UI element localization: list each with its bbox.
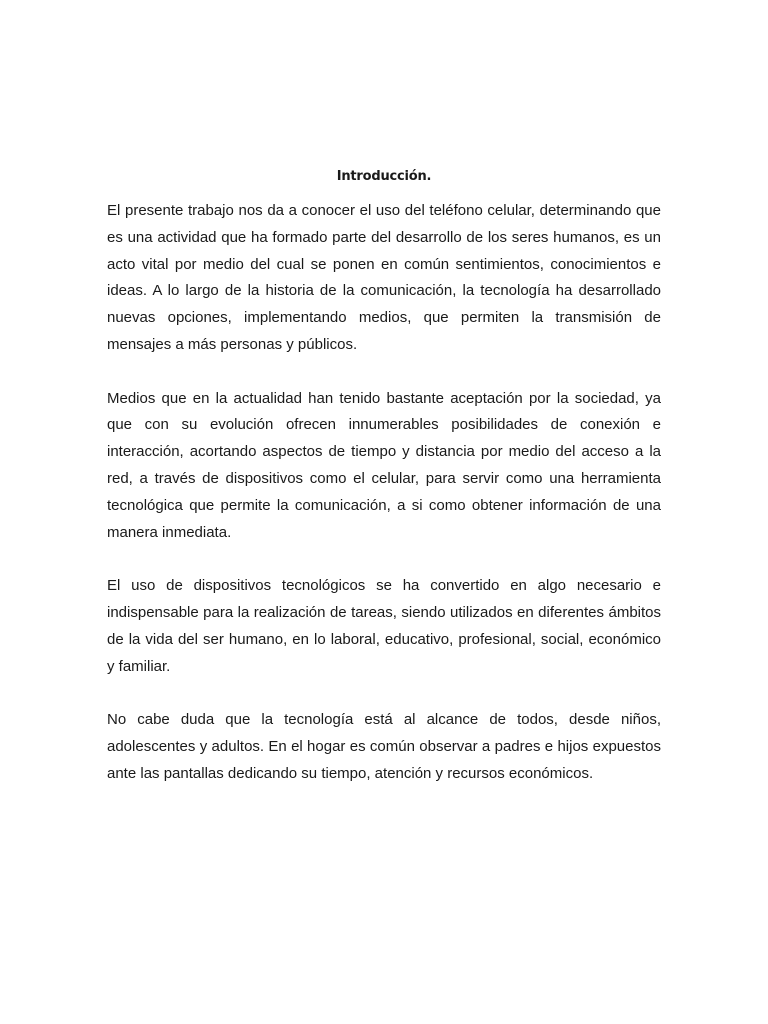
paragraph-4: No cabe duda que la tecnología está al alcance de todos, desde niños, adolescentes y adultos. En el hogar es común observar a padres e hijos expuestos ante las pantallas dedicando su tiempo, atención y recursos económicos. <box>107 711 661 782</box>
document-body <box>107 166 661 788</box>
paragraph-1: El presente trabajo nos da a conocer el uso del teléfono celular, determinando que es una actividad que ha formado parte del desarrollo de los seres humanos, es un acto vital por medio del cual se ponen en común sentimientos, conocimientos e ideas. A lo largo de la historia de la comunicación, la tecnología ha desarrollado nuevas opciones, implementando medios, que permiten la transmisión de mensajes a más personas y públicos. <box>107 202 661 353</box>
paragraph-2: Medios que en la actualidad han tenido bastante aceptación por la sociedad, ya que con su evolución ofrecen innumerables posibilidades de conexión e interacción, acortando aspectos de tiempo y distancia por medio del acceso a la red, a través de dispositivos como el celular, para servir como una herramienta tecnológica que permite la comunicación, a si como obtener información de una manera inmediata. <box>107 389 661 541</box>
document-title: Introducción. <box>336 169 432 184</box>
paragraph-3: El uso de dispositivos tecnológicos se ha convertido en algo necesario e indispensable para la realización de tareas, siendo utilizados en diferentes ámbitos de la vida del ser humano, en lo laboral, educativo, profesional, social, económico y familiar. <box>107 577 661 675</box>
